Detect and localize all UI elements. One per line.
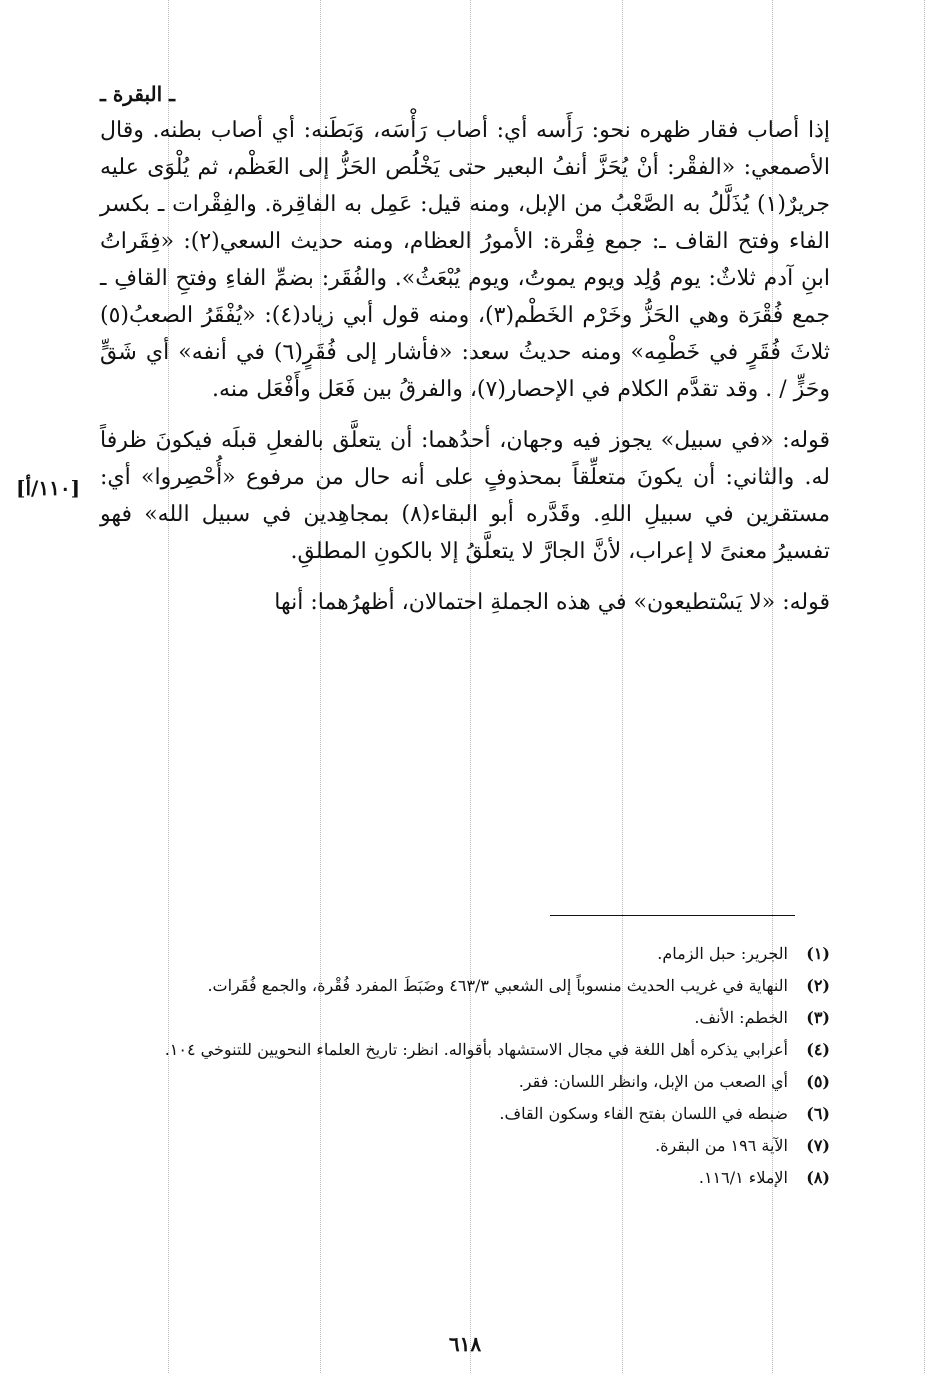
- main-text: [100, 112, 830, 635]
- footnote-text: النهاية في غريب الحديث منسوباً إلى الشعبي ٤٦٣/٣ وضَبَطَ المفرد فُقْرة، والجمع فُقَرات.: [207, 976, 788, 995]
- footnote-text: أعرابي يذكره أهل اللغة في مجال الاستشهاد بأقواله. انظر: تاريخ العلماء النحويين للتنوخي ١٠٤.: [164, 1040, 788, 1059]
- running-header: [100, 82, 830, 106]
- footnote-text: أي الصعب من الإبل، وانظر اللسان: فقر.: [518, 1072, 788, 1091]
- guide-line: [924, 0, 925, 1373]
- footnote-text: الجرير: حبل الزمام.: [657, 944, 788, 963]
- footnote-text: الإملاء ١١٦/١.: [698, 1168, 788, 1187]
- folio-margin-note: [١١٠/أ]: [16, 476, 81, 500]
- footnote-number: (٢): [806, 976, 830, 995]
- page-number: ٦١٨: [448, 1332, 482, 1356]
- footnote: [100, 1132, 830, 1160]
- footnote: [100, 1100, 830, 1128]
- footnote-number: (٦): [806, 1104, 830, 1123]
- footnote-number: (٤): [806, 1040, 830, 1059]
- footnote-number: (٥): [806, 1072, 830, 1091]
- footnote: [100, 1004, 830, 1032]
- header-title: ـ البقرة ـ: [100, 82, 175, 106]
- footnote-text: الآية ١٩٦ من البقرة.: [655, 1136, 788, 1155]
- paragraph: قوله: «لا يَسْتطيعون» في هذه الجملةِ احتمالان، أظهرُهما: أنها: [274, 590, 830, 615]
- footnote: [100, 972, 830, 1000]
- footnote: [100, 1164, 830, 1192]
- paragraph: إذا أصاب فقار ظهره نحو: رَأَسه أي: أصاب رَأْسَه، وَبَطَنه: أي أصاب بطنه. وقال الأصمعي: «الفقْر: أنْ يُحَزَّ أنفُ البعير حتى يَخْلُص الحَزُّ إلى العَظْم، ثم يُلْوَى عليه جريرٌ(١) يُذَلَّلُ به الصَّعْبُ من الإبل، ومنه قيل: عَمِل به الفاقِرة. والفِقْرات ـ بكسر الفاء وفتح القاف ـ: جمع فِقْرة: الأمورُ العظام، ومنه حديث السعي(٢): «فِقَراتُ ابنِ آدم ثلاثٌ: يوم وُلِد ويوم يموتُ، ويوم يُبْعَثُ». والفُقَر: بضمِّ الفاءِ وفتحِ القافِ ـ جمع فُقْرَة وهي الحَزُّ وخَرْم الخَطْم(٣)، ومنه قول أبي زياد(٤): «يُفْقَرُ الصعبُ(٥) ثلاثَ فُقَرٍ في خَطْمِه» ومنه حديثُ سعد: «فأشار إلى فُقَرٍ(٦) في أنفه» أي شَقٍّ وحَزٍّ / . وقد تقدَّم الكلام في الإحصار(٧)، والفرقُ بين فَعَل وأَفْعَل منه.: [100, 118, 830, 402]
- footnote-text: الخطم: الأنف.: [694, 1008, 788, 1027]
- footnote-number: (١): [806, 944, 830, 963]
- footnotes: [100, 940, 830, 1196]
- footnote-number: (٣): [806, 1008, 830, 1027]
- footnote: [100, 1068, 830, 1096]
- footnote-separator: [550, 915, 795, 916]
- footnote: [100, 1036, 830, 1064]
- footnote: [100, 940, 830, 968]
- paragraph: قوله: «في سبيل» يجوز فيه وجهان، أحدُهما: أن يتعلَّق بالفعلِ قبلَه فيكونَ ظرفاً له. والثاني: أن يكونَ متعلِّقاً بمحذوفٍ على أنه حال من مرفوع «أُحْصِروا» أي: مستقرين في سبيلِ اللهِ. وقَدَّره أبو البقاء(٨) بمجاهِدين في سبيل الله» فهو تفسيرُ معنىً لا إعراب، لأنَّ الجارَّ لا يتعلَّقُ إلا بالكونِ المطلقِ.: [100, 428, 830, 564]
- footnote-text: ضبطه في اللسان بفتح الفاء وسكون القاف.: [499, 1104, 788, 1123]
- footnote-number: (٧): [806, 1136, 830, 1155]
- footnote-number: (٨): [806, 1168, 830, 1187]
